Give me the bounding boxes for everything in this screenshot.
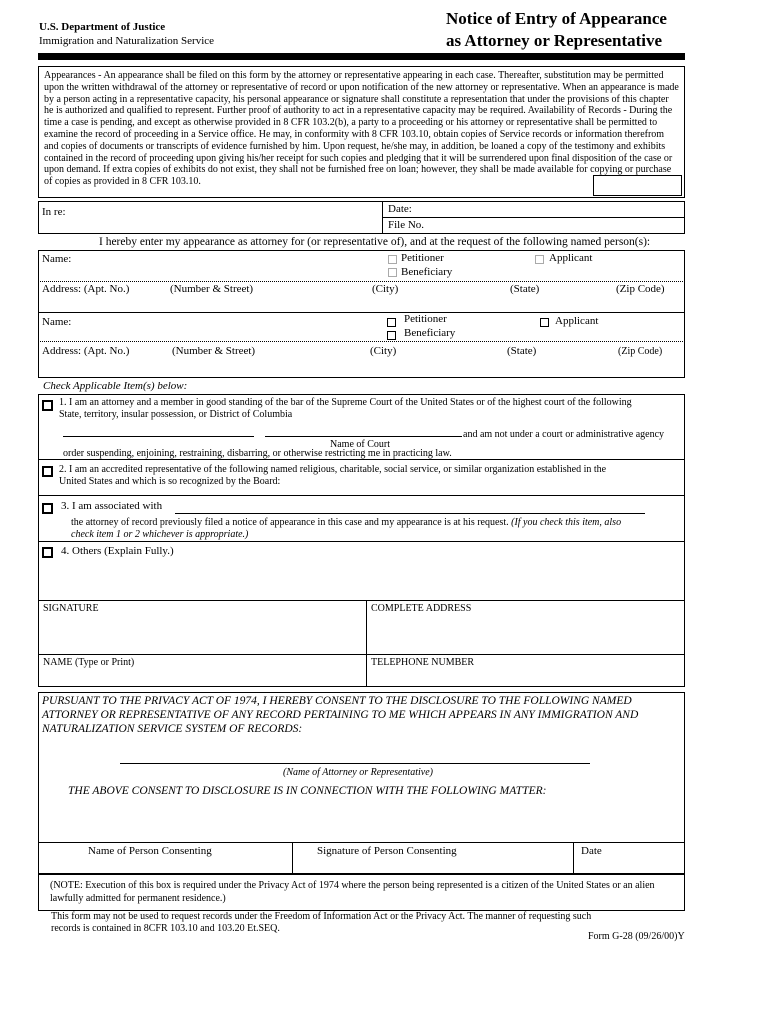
item2-checkbox[interactable] — [42, 466, 53, 477]
persons-box — [38, 250, 685, 378]
person1-name-label: Name: — [42, 253, 72, 265]
form-number: Form G-28 (09/26/00)Y — [588, 931, 685, 942]
person1-beneficiary-label: Beneficiary — [401, 266, 453, 278]
item3-text-line3: check item 1 or 2 whichever is appropriate.) — [71, 529, 249, 540]
item1-text-line1: 1. I am an attorney and a member in good standing of the bar of the Supreme Court of the United States or of the highest court of the following — [59, 397, 632, 408]
header-rule — [38, 53, 685, 60]
appearance-statement: I hereby enter my appearance as attorney for (or representative of), and at the request of the following named person(s): — [99, 236, 651, 248]
privacy-text-line1: PURSUANT TO THE PRIVACY ACT OF 1974, I HEREBY CONSENT TO THE DISCLOSURE TO THE FOLLOWING NAMED — [42, 695, 632, 707]
person2-zip-label: (Zip Code) — [618, 346, 663, 357]
item3-checkbox[interactable] — [42, 503, 53, 514]
appearances-box — [38, 66, 685, 198]
check-items-heading: Check Applicable Item(s) below: — [43, 380, 188, 392]
item1-checkbox[interactable] — [42, 400, 53, 411]
in-re-label: In re: — [42, 206, 66, 218]
note-box — [38, 874, 685, 911]
footer-line2: records is contained in 8CFR 103.10 and 103.20 Et.SEQ. — [51, 923, 280, 934]
person1-applicant-checkbox[interactable] — [535, 255, 544, 264]
telephone-number-label: TELEPHONE NUMBER — [371, 657, 475, 668]
agency-name: U.S. Department of Justice — [39, 21, 166, 33]
person1-city-label: (City) — [372, 283, 399, 295]
items-box — [38, 394, 685, 601]
item4-label: 4. Others (Explain Fully.) — [61, 545, 174, 557]
person2-petitioner-checkbox[interactable] — [387, 318, 396, 327]
person2-state-label: (State) — [507, 345, 537, 357]
item3-text-line2-b: (If you check this item, also — [511, 517, 622, 528]
item1-text-line3: order suspending, enjoining, restraining, disbarring, or otherwise restricting me in practicing law. — [63, 448, 452, 459]
person2-applicant-checkbox[interactable] — [540, 318, 549, 327]
item2-text-line2: United States and which is so recognized by the Board: — [59, 476, 281, 487]
associated-with-field-line[interactable] — [175, 513, 645, 514]
form-title-line2: as Attorney or Representative — [446, 31, 663, 50]
person2-street-label: (Number & Street) — [172, 345, 256, 357]
person1-applicant-label: Applicant — [549, 252, 593, 264]
complete-address-label: COMPLETE ADDRESS — [371, 603, 472, 614]
person1-address-label: Address: (Apt. No.) — [42, 283, 130, 295]
signature-box — [38, 600, 685, 687]
attorney-name-field-line[interactable] — [120, 763, 590, 764]
person1-beneficiary-checkbox[interactable] — [388, 268, 397, 277]
item2-text-line1: 2. I am an accredited representative of the following named religious, charitable, social service, or similar organization established in the — [59, 464, 607, 475]
file-no-label: File No. — [388, 219, 425, 231]
name-type-or-print-label: NAME (Type or Print) — [43, 657, 135, 668]
person1-petitioner-checkbox[interactable] — [388, 255, 397, 264]
person2-applicant-label: Applicant — [555, 315, 599, 327]
person1-state-label: (State) — [510, 283, 540, 295]
item1-text-line2: State, territory, insular possession, or District of Columbia — [59, 409, 293, 420]
consent-date-label: Date — [581, 845, 602, 857]
person2-name-label: Name: — [42, 316, 72, 328]
item3-text-line2-a: the attorney of record previously filed a notice of appearance in this case and my appearance is at his request. — [71, 517, 509, 528]
court-field-line[interactable] — [265, 436, 462, 437]
appearances-text: Appearances - An appearance shall be filed on this form by the attorney or representative appearing in each case. Thereafter, substitution may be permitted upon the written withdrawal of the attorney or representative of record or upon notification of the new attorney or representative. When an appearance is made by a person acting in a representative capacity, his personal appearance or signature shall constitute a representation that under the provisions of this chapter he is authorized and qualified to represent. Further proof of authority to act in a representative capacity may be required. Availability of Records - During the time a case is pending, and except as otherwise provided in 8 CFR 103.2(b), a party to a proceeding or his attorney or representative shall be permitted to examine the record of proceeding in a Service office. He may, in conformity with 8 CFR 103.10, obtain copies of Service records or information therefrom and copies of documents or transcripts of evidence furnished by him. Upon request, he/she may, in addition, be loaned a copy of the testimony and exhibits contained in the record of proceeding upon giving his/her receipt for such copies and pledging that it will be surrendered upon final disposition of the case or upon demand. If extra copies of exhibits do not exist, they shall not be furnished free on loan; however, they shall be made available for copying or purchase of copies as provided in 8 CFR 103.10. — [44, 70, 679, 188]
person2-address-label: Address: (Apt. No.) — [42, 345, 130, 357]
signature-label: SIGNATURE — [43, 603, 99, 614]
person2-beneficiary-label: Beneficiary — [404, 327, 456, 339]
item3-label: 3. I am associated with — [61, 500, 163, 512]
item3-text-line2 — [71, 517, 621, 528]
item1-tail-text: and am not under a court or administrative agency — [463, 429, 665, 440]
person2-beneficiary-checkbox[interactable] — [387, 331, 396, 340]
date-label: Date: — [388, 203, 412, 215]
person1-zip-label: (Zip Code) — [616, 283, 665, 295]
note-text: (NOTE: Execution of this box is required under the Privacy Act of 1974 where the person being represented is a citizen of the United States or an alien lawfully admitted for permanent residence.) — [50, 880, 655, 904]
state-field-line[interactable] — [63, 436, 254, 437]
privacy-text-line3: NATURALIZATION SERVICE SYSTEM OF RECORDS: — [42, 723, 303, 735]
name-of-person-consenting-label: Name of Person Consenting — [88, 845, 212, 857]
court-name-label: Name of Court — [330, 439, 390, 450]
footer-line1: This form may not be used to request records under the Freedom of Information Act or the Privacy Act. The manner of requesting such — [51, 911, 592, 922]
form-title-line1: Notice of Entry of Appearance — [446, 9, 667, 28]
signature-of-person-consenting-label: Signature of Person Consenting — [317, 845, 457, 857]
privacy-text-line2: ATTORNEY OR REPRESENTATIVE OF ANY RECORD PERTAINING TO ME WHICH APPEARS IN ANY IMMIGRATION AND — [42, 709, 639, 721]
person2-city-label: (City) — [370, 345, 397, 357]
item4-checkbox[interactable] — [42, 547, 53, 558]
person1-street-label: (Number & Street) — [170, 283, 254, 295]
person1-petitioner-label: Petitioner — [401, 252, 444, 264]
consent-matter-text: THE ABOVE CONSENT TO DISCLOSURE IS IN CONNECTION WITH THE FOLLOWING MATTER: — [68, 785, 547, 797]
service-name: Immigration and Naturalization Service — [39, 35, 215, 47]
person2-petitioner-label: Petitioner — [404, 313, 447, 325]
attorney-name-label: (Name of Attorney or Representative) — [283, 767, 433, 778]
office-use-box[interactable] — [593, 175, 682, 196]
